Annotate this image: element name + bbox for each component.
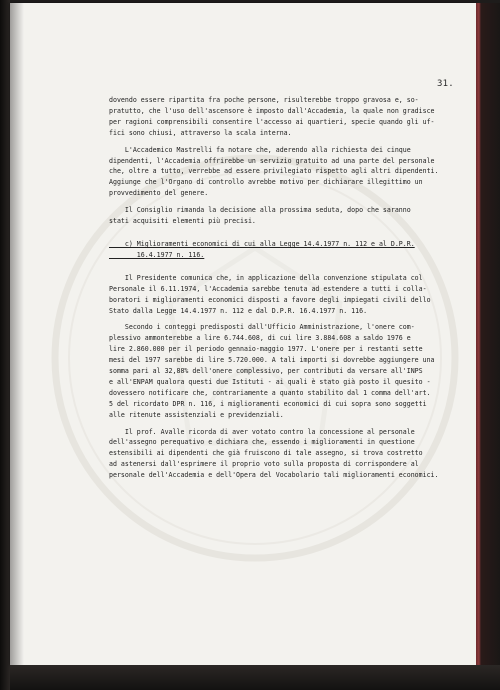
text-line: somma pari al 32,88% dell'onere complessivo, per contributi da versare all'INPS: [109, 367, 423, 376]
paragraph: [109, 145, 459, 200]
text-line: L'Accademico Mastrelli fa notare che, aderendo alla richiesta dei cinque: [109, 145, 411, 154]
text-line: estensibili ai dipendenti che già fruiscono di tale assegno, si trova costretto: [109, 449, 423, 458]
paragraph: [109, 427, 459, 482]
text-line: Il Consiglio rimanda la decisione alla prossima seduta, dopo che saranno: [109, 206, 411, 215]
text-line: c) Miglioramenti economici di cui alla Legge 14.4.1977 n. 112 e al D.P.R.: [109, 239, 415, 248]
text-line: boratori i miglioramenti economici disposti a favore degli impiegati civili dello: [109, 295, 431, 304]
paragraph: [109, 322, 459, 420]
section-heading: [109, 239, 459, 261]
text-line: Il prof. Avalle ricorda di aver votato contro la concessione al personale: [109, 427, 415, 436]
spine-shadow: [10, 3, 24, 665]
text-line: provvedimento del genere.: [109, 189, 209, 198]
text-line: lire 2.860.000 per il periodo gennaio-maggio 1977. L'onere per i restanti sette: [109, 345, 423, 354]
text-line: plessivo ammonterebbe a lire 6.744.608, di cui lire 3.884.608 a saldo 1976 e: [109, 334, 411, 343]
text-line: alle ritenute assistenziali e previdenziali.: [109, 410, 284, 419]
text-line: per ragioni comprensibili consentire l'accesso ai quartieri, specie quando gli uf-: [109, 117, 435, 126]
text-line: e all'ENPAM qualora questi due Istituti - ai quali è stato già posto il quesito -: [109, 377, 431, 386]
text-line: Personale il 6.11.1974, l'Accademia sarebbe tenuta ad estendere a tutti i colla-: [109, 284, 427, 293]
paragraph: [109, 273, 459, 317]
document-body: [109, 95, 459, 481]
text-line: che, oltre a tutto, verrebbe ad essere privilegiato rispetto agli altri dipendenti.: [109, 167, 439, 176]
text-line: ad astenersi dall'esprimere il proprio voto sulla proposta di corrispondere al: [109, 460, 419, 469]
text-line: stati acquisiti elementi più precisi.: [109, 217, 256, 226]
paragraph: [109, 95, 459, 139]
text-line: pratutto, che l'uso dell'ascensore è imposto dall'Accademia, la quale non gradisce: [109, 106, 435, 115]
text-line: Il Presidente comunica che, in applicazione della convenzione stipulata col: [109, 273, 423, 282]
text-line: dovessero notificare che, contrariamente a quanto stabilito dal 1 comma dell'art.: [109, 388, 431, 397]
text-line: dovendo essere ripartita fra poche persone, risulterebbe troppo gravosa e, so-: [109, 96, 419, 104]
paragraph: [109, 205, 459, 227]
text-line: 16.4.1977 n. 116.: [109, 250, 205, 259]
page-number: 31.: [437, 79, 454, 89]
text-line: mesi del 1977 sarebbe di lire 5.720.000. A tali importi si dovrebbe aggiungere una: [109, 356, 435, 365]
binding-right-edge: [476, 3, 500, 665]
text-line: Stato dalla Legge 14.4.1977 n. 112 e dal D.P.R. 16.4.1977 n. 116.: [109, 306, 368, 315]
scan-left-edge: [0, 0, 10, 690]
text-line: dipendenti, l'Accademia offrirebbe un servizio gratuito ad una parte del personale: [109, 156, 435, 165]
text-line: fici sono chiusi, attraverso la scala interna.: [109, 128, 292, 137]
text-line: Secondo i conteggi predisposti dall'Ufficio Amministrazione, l'onere com-: [109, 323, 415, 332]
text-line: 5 del ricordato DPR n. 116, i miglioramenti economici di cui sopra sono soggetti: [109, 399, 427, 408]
text-line: Aggiunge che l'Organo di controllo avrebbe motivo per dichiarare illegittimo un: [109, 178, 423, 187]
text-line: personale dell'Accademia e dell'Opera del Vocabolario tali miglioramenti economici.: [109, 471, 439, 480]
scan-bottom-edge: [10, 665, 500, 690]
document-page: [10, 3, 477, 665]
text-line: dell'assegno perequativo e dichiara che, essendo i miglioramenti in questione: [109, 438, 415, 447]
